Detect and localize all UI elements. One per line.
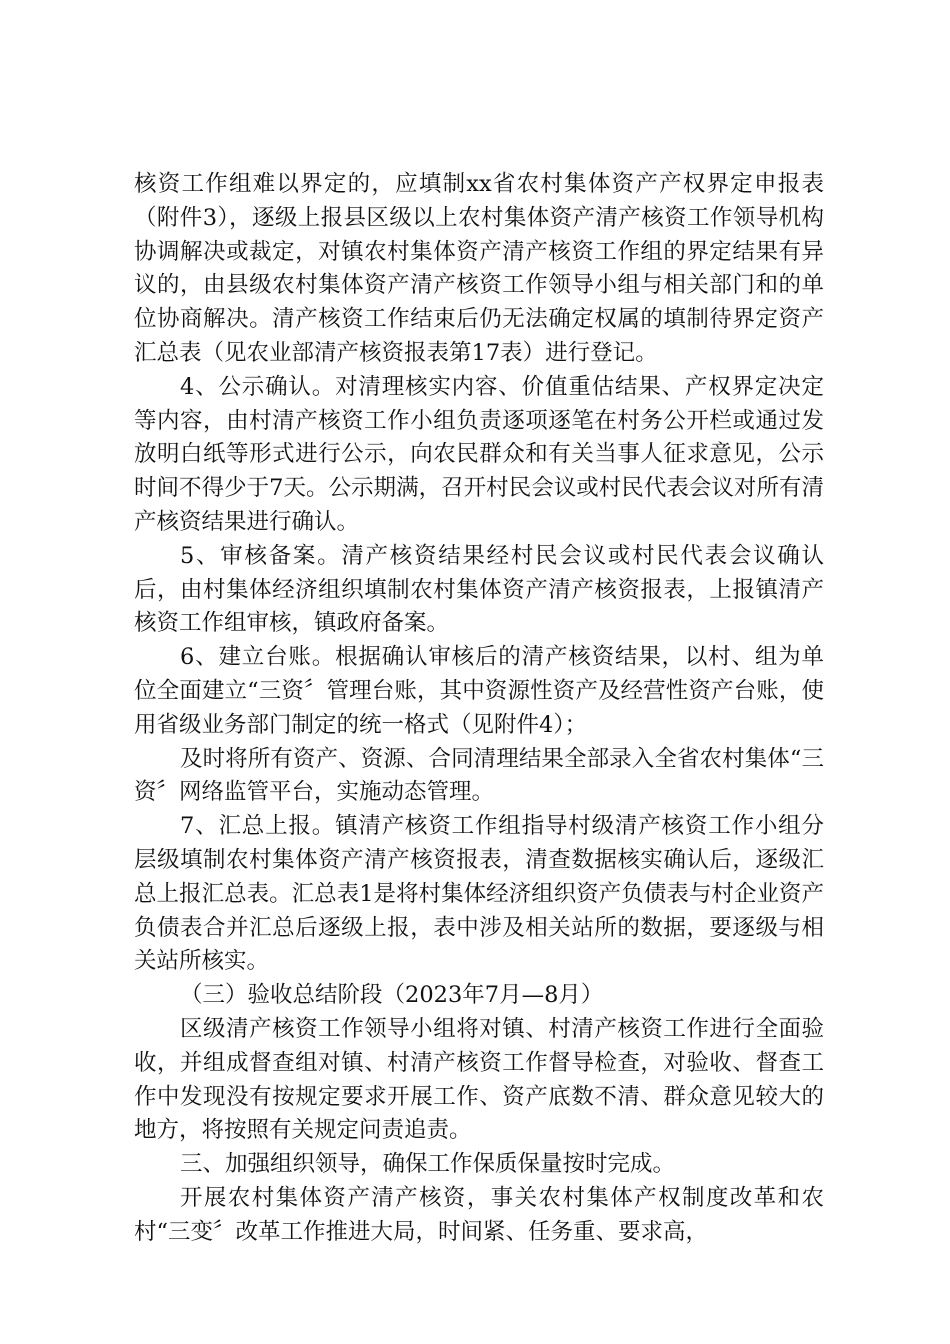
paragraph-summary-report: 7、汇总上报。镇清产核资工作组指导村级清产核资工作小组分层级填制农村集体资产清产核资报表，清查数据核实确认后，逐级汇总上报汇总表。汇总表1是将村集体经济组织资产负债表与村企业资产负债表合并汇总后逐级上报，表中涉及相关站所的数据，要逐级与相关站所核实。 (134, 813, 824, 975)
section-heading-acceptance-stage: （三）验收总结阶段（2023年7月—8月） (180, 982, 604, 1009)
paragraph-continuation: 核资工作组难以界定的，应填制xx省农村集体资产产权界定申报表（附件3），逐级上报县区级以上农村集体资产清产核资工作领导机构协调解决或裁定，对镇农村集体资产清产核资工作组的界定结果有异议的，由县级农村集体资产清产核资工作领导小组与相关部门和的单位协商解决。清产核资工作结束后仍无法确定权属的填制待界定资产汇总表（见农业部清产核资报表第17表）进行登记。 (134, 171, 824, 366)
paragraph-review-filing: 5、审核备案。清产核资结果经村民会议或村民代表会议确认后，由村集体经济组织填制农村集体资产清产核资报表，上报镇清产核资工作组审核，镇政府备案。 (134, 542, 824, 637)
paragraph-final: 开展农村集体资产清产核资，事关农村集体产权制度改革和农村“三变〞改革工作推进大局，时间紧、任务重、要求高， (134, 1184, 824, 1245)
paragraph-public-confirmation: 4、公示确认。对清理核实内容、价值重估结果、产权界定决定等内容，由村清产核资工作小组负责逐项逐笔在村务公开栏或通过发放明白纸等形式进行公示，向农民群众和有关当事人征求意见，公示时间不得少于7天。公示期满，召开村民会议或村民代表会议对所有清产核资结果进行确认。 (134, 373, 824, 535)
paragraph-establish-ledger: 6、建立台账。根据确认审核后的清产核资结果，以村、组为单位全面建立“三资〞管理台账，其中资源性资产及经营性资产台账，使用省级业务部门制定的统一格式（见附件4）； (134, 644, 824, 738)
section-heading-organization: 三、加强组织领导，确保工作保质保量按时完成。 (180, 1151, 676, 1178)
paragraph-platform-entry: 及时将所有资产、资源、合同清理结果全部录入全省农村集体“三资〞网络监管平台，实施动态管理。 (134, 745, 824, 806)
document-body (134, 168, 824, 1250)
paragraph-acceptance: 区级清产核资工作领导小组将对镇、村清产核资工作进行全面验收，并组成督查组对镇、村清产核资工作督导检查，对验收、督查工作中发现没有按规定要求开展工作、资产底数不清、群众意见较大的地方，将按照有关规定问责追责。 (134, 1015, 824, 1144)
